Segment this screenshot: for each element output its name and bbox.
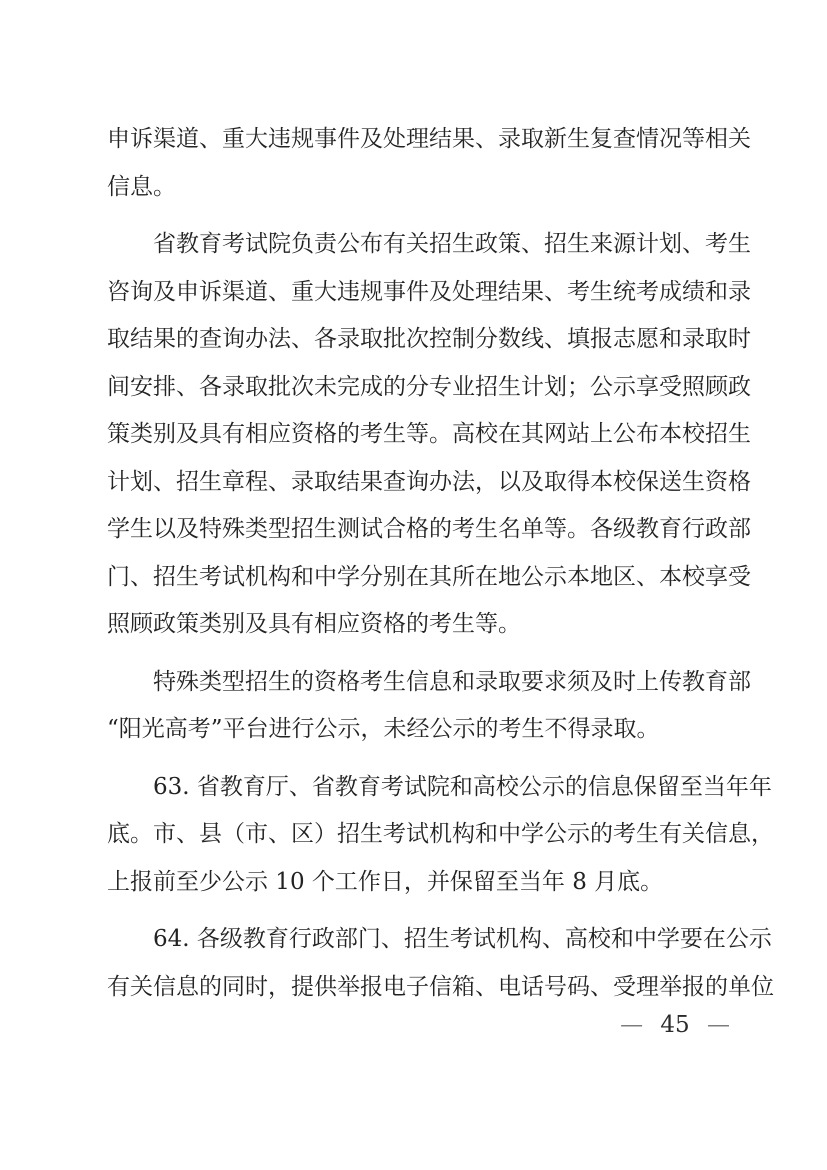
text-line: 底。市、县（市、区）招生考试机构和中学公示的考生有关信息， [107,821,774,847]
text-line: 63. 省教育厅、省教育考试院和高校公示的信息保留至当年年 [153,773,772,800]
text-line: 咨询及申诉渠道、重大违规事件及处理结果、考生统考成绩和录 [107,278,751,305]
text-line: 信息。 [107,173,176,200]
page-number-dash: — [707,1012,730,1038]
text-line: 省教育考试院负责公布有关招生政策、招生来源计划、考生 [153,231,751,257]
text-line: 策类别及具有相应资格的考生等。高校在其网站上公布本校招生 [107,421,751,447]
text-line: 学生以及特殊类型招生测试合格的考生名单等。各级教育行政部 [107,516,751,542]
page-number-dash: — [620,1012,644,1038]
text-line: 门、招生考试机构和中学分别在其所在地公示本地区、本校享受 [107,563,751,590]
text-line: 上报前至少公示 10 个工作日，并保留至当年 8 月底。 [107,868,664,895]
text-line: 照顾政策类别及具有相应资格的考生等。 [107,611,521,637]
paragraph [107,221,751,649]
page-number-value: 45 [660,1012,690,1038]
text-line: 特殊类型招生的资格考生信息和录取要求须及时上传教育部 [153,668,751,695]
document-body [107,116,774,1011]
text-line: 计划、招生章程、录取结果查询办法，以及取得本校保送生资格 [107,468,751,495]
page-number [620,1010,730,1040]
text-line: “阳光高考”平台进行公示，未经公示的考生不得录取。 [107,716,660,742]
text-line: 申诉渠道、重大违规事件及处理结果、录取新生复查情况等相关 [107,126,751,152]
paragraph [107,116,751,211]
text-line: 有关信息的同时，提供举报电子信箱、电话号码、受理举报的单位 [107,973,774,1000]
text-line: 间安排、各录取批次未完成的分专业招生计划；公示享受照顾政 [107,373,751,400]
text-line: 64. 各级教育行政部门、招生考试机构、高校和中学要在公示 [153,926,772,952]
paragraph [107,764,774,907]
paragraph [107,659,751,754]
text-line: 取结果的查询办法、各录取批次控制分数线、填报志愿和录取时 [107,326,751,352]
paragraph [107,916,774,1011]
